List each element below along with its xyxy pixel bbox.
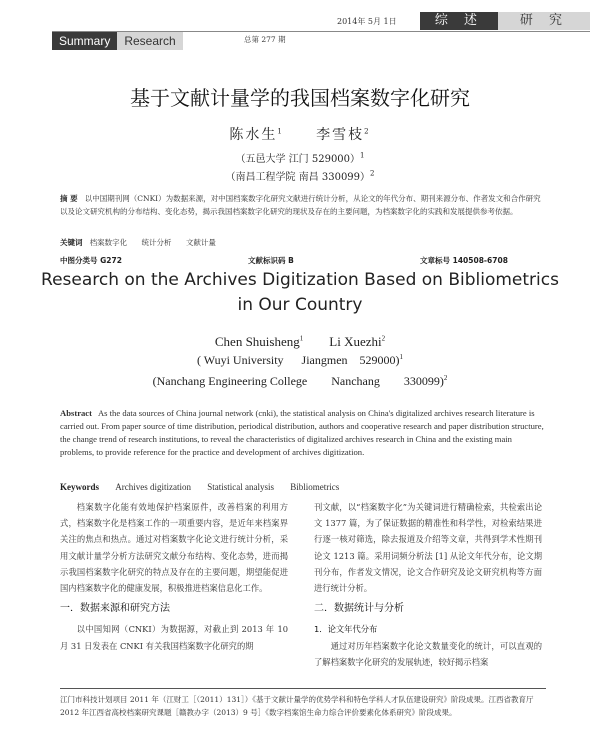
- keyword-cn-item: 档案数字化: [89, 238, 128, 247]
- affiliation-1-en: [0, 353, 600, 368]
- body-paragraph: 刊文献，以“档案数字化”为关键词进行精确检索，共检索出论文 1377 篇，为了保证数据的精准性和科学性，对检索结果进行逐一核对筛选，除去报道及介绍等文章，共得到学术性期刊论文 1213 篇。采用词频分析法 [1] 从论文年代分布，论文期刊分布，作者发文情况，论文合作研究及论文研究机构等方面进行统计分析。: [314, 502, 542, 594]
- body-column-left: [60, 499, 288, 654]
- section-tabs: [52, 32, 183, 50]
- title-english: Research on the Archives Digitization Based on Bibliometrics in Our Country: [41, 270, 559, 315]
- author-1-cn-sup: 1: [277, 127, 284, 136]
- body-paragraph: 以中国知网（CNKI）为数据源，对截止到 2013 年 10 月 31 日发表在 CNKI 有关我国档案数字化研究的期: [60, 624, 288, 651]
- affiliation-1-en-text: ( Wuyi University Jiangmen 529000): [196, 353, 400, 367]
- abstract-en-text: As the data sources of China journal network (cnki), the statistical analysis on China's digitalized archives research literature is carried out. From paper source of time distribution, periodical distribution, authors and cooperative research and paper distribution structure, the change trend of research institutions, to reveal the characteristics of digitalized archives research in China and the existing main problems, to provide reference for the practice and development of archives digitization.: [60, 408, 544, 457]
- keyword-en-item: Statistical analysis: [207, 482, 274, 492]
- category-banner: [420, 12, 590, 30]
- abstract-en-label: Abstract: [60, 408, 92, 418]
- keywords-cn-label: 关键词: [60, 238, 83, 247]
- title-chinese: 基于文献计量学的我国档案数字化研究: [130, 86, 470, 110]
- keywords-chinese: [60, 237, 228, 248]
- author-1-en-sup: 1: [299, 334, 304, 343]
- body-column-right: [314, 499, 542, 670]
- subsection-heading: 1．论文年代分布: [314, 624, 378, 635]
- affiliation-2-en: [0, 374, 600, 389]
- tab-summary: Summary: [52, 32, 117, 50]
- category-label-review: 综 述: [420, 12, 498, 30]
- article-number: 文章标号 140508-6708: [420, 256, 508, 265]
- category-label-research: 研 究: [498, 12, 590, 30]
- issue-number: 总第 277 期: [244, 35, 286, 44]
- funding-footnote: 江门市科技计划项目 2011 年（江财工［（2011）131］）《基于文献计量学的优势学科和特色学科人才队伍建设研究》阶段成果。江西省教育厅 2012 年江西省高校档案研究课题［赣教办字（2013）9 号］《数字档案馆生命力综合评价要素化体系研究》阶段成果。: [60, 695, 534, 717]
- author-1-cn: 陈水生: [229, 127, 278, 143]
- abstract-english: [60, 407, 546, 459]
- author-2-cn: 李雪枝: [316, 127, 365, 143]
- affiliation-2-cn-sup: 2: [370, 169, 375, 178]
- keyword-en-item: Archives digitization: [115, 482, 191, 492]
- affiliation-2-cn: [0, 168, 600, 183]
- abstract-cn-text: 以中国期刊网（CNKI）为数据来源，对中国档案数字化研究文献进行统计分析，从论文的年代分布、期刊来源分布、作者发文和合作研究以及论文研究机构的分布结构、变化态势，揭示我国档案数字化研究的现状及存在的主要问题，为档案数字化的实践和发展提供参考依据。: [60, 194, 541, 216]
- author-2-en-sup: 2: [381, 334, 386, 343]
- authors-english: [0, 334, 600, 350]
- clc-number: 中图分类号 G272: [60, 256, 122, 265]
- affiliation-1-cn-sup: 1: [360, 151, 365, 160]
- section-heading: 一．数据来源和研究方法: [60, 603, 170, 615]
- authors-chinese: [0, 124, 600, 144]
- header-date: 2014年 5月 1日: [337, 17, 397, 26]
- affiliation-1-en-sup: 1: [399, 353, 404, 361]
- abstract-chinese: [60, 192, 544, 218]
- affiliation-1-cn-text: （五邑大学 江门 529000）: [235, 154, 361, 165]
- author-2-cn-sup: 2: [364, 127, 371, 136]
- keyword-cn-item: 文献计量: [185, 238, 216, 247]
- keyword-en-item: Bibliometrics: [290, 482, 340, 492]
- section-heading: 二．数据统计与分析: [314, 603, 404, 615]
- keywords-en-label: Keywords: [60, 482, 99, 492]
- affiliation-2-en-text: (Nanchang Engineering College Nanchang 330099): [152, 374, 444, 388]
- body-paragraph: 档案数字化能有效地保护档案原件，改善档案的利用方式，档案数字化是档案工作的一项重要内容，是近年来档案界关注的焦点和热点。通过对档案数字化论文进行统计分析，采用文献计量学分析方法研究文献分布结构、变化态势，进而揭示我国档案数字化研究的特点及存在的主要问题，期望能促进国内档案数字化的健康发展，积极推进档案信息化工作。: [60, 502, 288, 594]
- tab-research: Research: [117, 32, 182, 50]
- document-code: 文献标识码 B: [248, 256, 294, 265]
- author-1-en: Chen Shuisheng: [214, 334, 300, 349]
- affiliation-2-cn-text: （南昌工程学院 南昌 330099）: [225, 172, 371, 183]
- affiliation-1-cn: [0, 150, 600, 165]
- abstract-cn-label: 摘 要: [60, 194, 78, 203]
- body-paragraph: 通过对历年档案数字化论文数量变化的统计，可以直观的了解档案数字化研究的发展轨迹，较好揭示档案: [314, 640, 542, 667]
- keywords-english: [60, 482, 339, 492]
- author-2-en: Li Xuezhi: [329, 334, 382, 349]
- affiliation-2-en-sup: 2: [443, 374, 448, 382]
- keyword-cn-item: 统计分析: [141, 238, 172, 247]
- footnote-rule: [60, 688, 546, 689]
